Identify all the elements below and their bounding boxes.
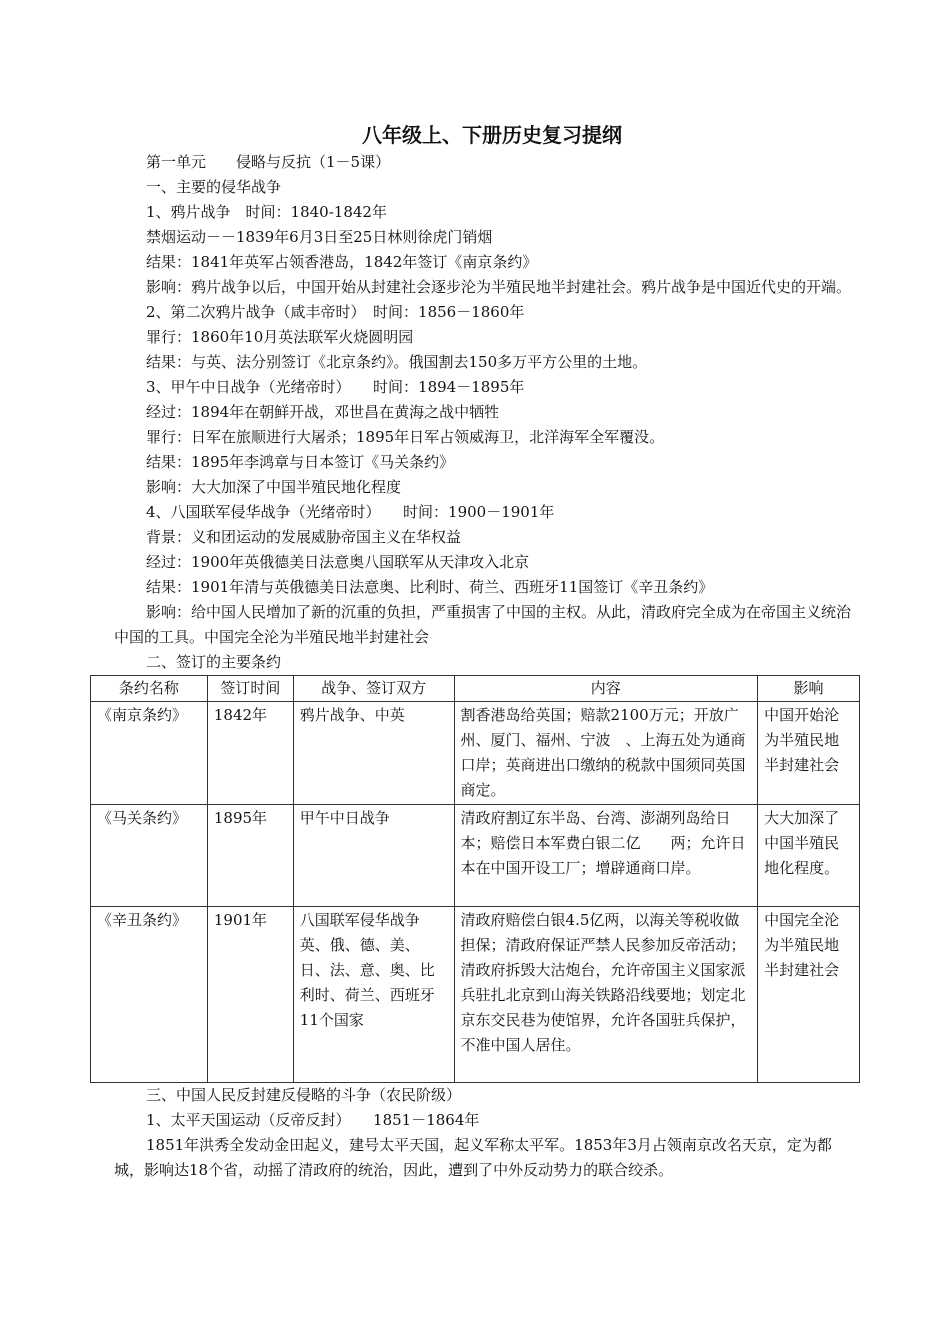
col-header-impact: 影响 xyxy=(758,676,860,702)
treaty-impact: 中国开始沦为半殖民地半封建社会 xyxy=(758,702,860,805)
treaty-impact: 大大加深了中国半殖民地化程度。 xyxy=(758,805,860,907)
treaty-name: 《南京条约》 xyxy=(91,702,208,805)
war1-result: 结果：1841年英军占领香港岛，1842年签订《南京条约》 xyxy=(146,253,538,271)
section1-heading: 一、主要的侵华战争 xyxy=(146,178,282,196)
war4-result: 结果：1901年清与英俄德美日法意奥、比利时、荷兰、西班牙11国签订《辛丑条约》 xyxy=(146,578,714,596)
col-header-parties: 战争、签订双方 xyxy=(293,676,454,702)
treaty-name: 《辛丑条约》 xyxy=(91,907,208,1083)
war1-opium-ban: 禁烟运动－－1839年6月3日至25日林则徐虎门销烟 xyxy=(146,228,493,246)
war2-crime: 罪行：1860年10月英法联军火烧圆明园 xyxy=(146,328,414,346)
section1-body xyxy=(114,200,860,650)
section3-heading: 三、中国人民反封建反侵略的斗争（农民阶级） xyxy=(146,1086,462,1104)
war3-course: 经过：1894年在朝鲜开战，邓世昌在黄海之战中牺牲 xyxy=(146,403,500,421)
section2-heading: 二、签订的主要条约 xyxy=(146,653,282,671)
treaty-content: 清政府割辽东半岛、台湾、澎湖列岛给日本；赔偿日本军费白银二亿 两；允许日本在中国开设工厂；增辟通商口岸。 xyxy=(454,805,758,907)
col-header-name: 条约名称 xyxy=(91,676,208,702)
war1-heading: 1、鸦片战争 时间：1840-1842年 xyxy=(146,203,387,221)
document-title: 八年级上、下册历史复习提纲 xyxy=(362,123,622,147)
war4-impact: 影响：给中国人民增加了新的沉重的负担，严重损害了中国的主权。从此，清政府完全成为在帝国主义统治中国的工具。中国完全沦为半殖民地半封建社会 xyxy=(114,603,852,646)
treaty-name: 《马关条约》 xyxy=(91,805,208,907)
document-page xyxy=(97,120,860,1183)
treaty-year: 1842年 xyxy=(207,702,293,805)
war2-result: 结果：与英、法分别签订《北京条约》。俄国割去150多万平方公里的土地。 xyxy=(146,353,648,371)
treaty-content: 清政府赔偿白银4.5亿两，以海关等税收做担保；清政府保证严禁人民参加反帝活动；清政府拆毁大沽炮台，允许帝国主义国家派兵驻扎北京到山海关铁路沿线要地；划定北京东交民巷为使馆界，允许各国驻兵保护，不准中国人居住。 xyxy=(454,907,758,1083)
table-row xyxy=(91,805,860,907)
taiping-heading: 1、太平天国运动（反帝反封） 1851－1864年 xyxy=(146,1111,480,1129)
treaty-content: 割香港岛给英国；赔款2100万元；开放广州、厦门、福州、宁波 、上海五处为通商口岸；英商进出口缴纳的税款中国须同英国商定。 xyxy=(454,702,758,805)
table-row xyxy=(91,907,860,1083)
table-row xyxy=(91,702,860,805)
treaty-impact: 中国完全沦为半殖民地半封建社会 xyxy=(758,907,860,1083)
treaty-year: 1895年 xyxy=(207,805,293,907)
war1-impact: 影响：鸦片战争以后，中国开始从封建社会逐步沦为半殖民地半封建社会。鸦片战争是中国近代史的开端。 xyxy=(146,278,852,296)
war3-heading: 3、甲午中日战争（光绪帝时） 时间：1894－1895年 xyxy=(146,378,525,396)
col-header-content: 内容 xyxy=(454,676,758,702)
treaty-parties: 甲午中日战争 xyxy=(293,805,454,907)
table-header-row xyxy=(91,676,860,702)
war2-heading: 2、第二次鸦片战争（咸丰帝时） 时间：1856－1860年 xyxy=(146,303,525,321)
treaty-parties: 八国联军侵华战争英、俄、德、美、日、法、意、奥、比利时、荷兰、西班牙11个国家 xyxy=(293,907,454,1083)
war3-impact: 影响：大大加深了中国半殖民地化程度 xyxy=(146,478,402,496)
war4-heading: 4、八国联军侵华战争（光绪帝时） 时间：1900－1901年 xyxy=(146,503,555,521)
war3-result: 结果：1895年李鸿章与日本签订《马关条约》 xyxy=(146,453,455,471)
treaty-table xyxy=(90,675,860,1083)
taiping-paragraph: 1851年洪秀全发动金田起义，建号太平天国，起义军称太平军。1853年3月占领南京改名天京，定为都城，影响达18个省，动摇了清政府的统治，因此，遭到了中外反动势力的联合绞杀。 xyxy=(114,1136,832,1179)
col-header-year: 签订时间 xyxy=(207,676,293,702)
treaty-year: 1901年 xyxy=(207,907,293,1083)
war4-course: 经过：1900年英俄德美日法意奥八国联军从天津攻入北京 xyxy=(146,553,530,571)
war4-background: 背景：义和团运动的发展威胁帝国主义在华权益 xyxy=(146,528,462,546)
unit-heading: 第一单元 侵略与反抗（1－5课） xyxy=(146,153,391,171)
treaty-parties: 鸦片战争、中英 xyxy=(293,702,454,805)
war3-crime: 罪行：日军在旅顺进行大屠杀；1895年日军占领威海卫，北洋海军全军覆没。 xyxy=(146,428,665,446)
